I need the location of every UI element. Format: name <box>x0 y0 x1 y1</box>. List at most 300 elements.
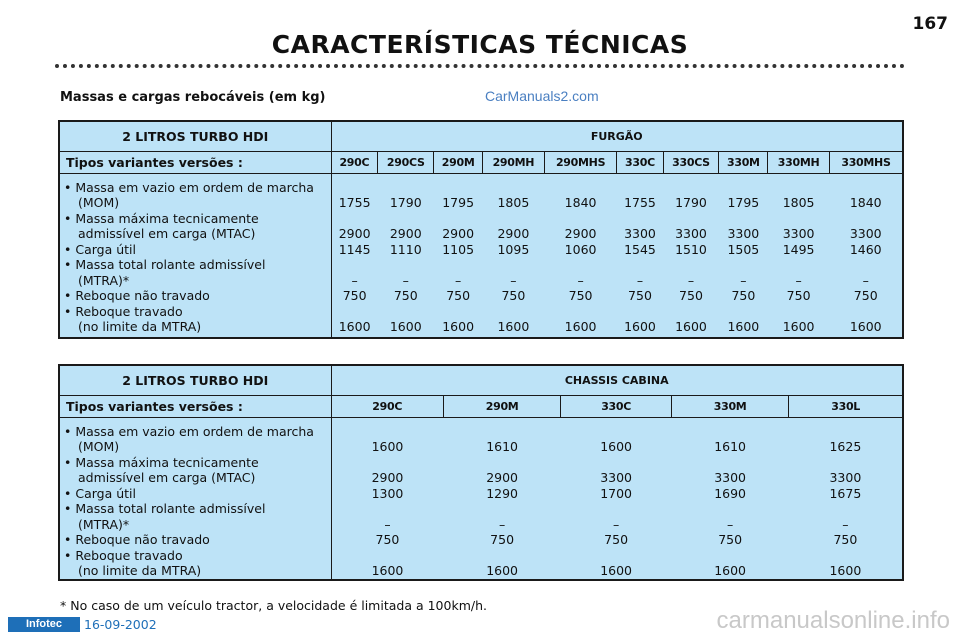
row-label <box>64 501 331 532</box>
line-spacer <box>378 257 434 273</box>
row-label-line: • Carga útil <box>64 241 136 257</box>
value-cell <box>434 242 483 258</box>
line-spacer <box>768 180 830 196</box>
value-text: – <box>402 272 409 288</box>
value-text: – <box>726 516 734 532</box>
value-cell <box>719 211 768 242</box>
value-column <box>829 173 903 338</box>
line-spacer <box>768 304 830 320</box>
variant-header: 330M <box>719 151 768 173</box>
line-spacer <box>332 548 444 564</box>
value-cell <box>671 548 788 579</box>
value-text: 750 <box>490 532 515 547</box>
variant-header: 330MH <box>768 151 830 173</box>
value-text: 3300 <box>675 226 707 241</box>
value-cell <box>617 257 663 288</box>
value-cell <box>789 455 902 486</box>
line-spacer <box>544 180 617 196</box>
value-text: 1600 <box>371 439 404 454</box>
variant-header: 290MH <box>483 151 545 173</box>
value-text: 750 <box>853 288 878 303</box>
value-text: 2900 <box>389 226 422 241</box>
variant-header: 330MHS <box>829 151 903 173</box>
value-cell <box>719 242 768 258</box>
row-label-line: (no limite da MTRA) <box>78 319 202 334</box>
value-text: 1600 <box>486 563 518 578</box>
value-text: – <box>498 516 506 532</box>
line-spacer <box>663 257 719 273</box>
value-text: 1790 <box>389 195 422 210</box>
value-text: 1700 <box>600 485 633 501</box>
value-cell <box>332 180 378 211</box>
value-text: 1625 <box>829 439 862 454</box>
value-cell <box>434 211 483 242</box>
value-text: – <box>842 516 849 532</box>
value-cell <box>561 532 672 548</box>
value-column <box>663 173 719 338</box>
value-text: 1110 <box>389 241 422 257</box>
row-label-line: • Carga útil <box>64 485 136 501</box>
value-cell <box>434 180 483 211</box>
row-label-line: (MOM) <box>78 195 120 210</box>
value-cell <box>768 257 830 288</box>
value-text: 1600 <box>371 563 404 578</box>
value-cell <box>561 501 672 532</box>
value-cell <box>483 180 545 211</box>
value-cell <box>829 242 902 258</box>
row-label-line: • Massa máxima tecnicamente <box>64 210 259 226</box>
line-spacer <box>332 501 444 517</box>
row-label <box>64 455 331 486</box>
value-cell <box>443 455 560 486</box>
value-cell <box>434 288 483 304</box>
value-text: 2900 <box>497 226 530 241</box>
value-cell <box>719 304 768 335</box>
value-cell <box>617 211 663 242</box>
row-label-line: (MTRA)* <box>78 516 130 532</box>
value-cell <box>663 211 719 242</box>
value-cell <box>768 211 830 242</box>
variant-header: 330CS <box>663 151 719 173</box>
value-text: 1840 <box>564 195 597 210</box>
value-text: 1495 <box>782 241 815 257</box>
line-spacer <box>617 180 663 196</box>
value-cell <box>332 455 444 486</box>
row-label-line: (no limite da MTRA) <box>78 563 202 578</box>
value-cell <box>789 424 902 455</box>
value-cell <box>332 211 378 242</box>
value-cell <box>671 532 788 548</box>
value-column <box>719 173 768 338</box>
line-spacer <box>332 424 444 440</box>
value-column <box>378 173 434 338</box>
line-spacer <box>332 304 378 320</box>
value-cell <box>378 304 434 335</box>
value-text: 3300 <box>600 470 633 485</box>
line-spacer <box>332 180 378 196</box>
row-label <box>64 424 331 455</box>
value-text: 1600 <box>849 319 882 334</box>
value-cell <box>789 548 902 579</box>
value-text: – <box>577 272 584 288</box>
line-spacer <box>671 501 788 517</box>
variant-header: 290CS <box>378 151 434 173</box>
value-text: 2900 <box>338 226 371 241</box>
row-label <box>64 288 331 304</box>
value-text: – <box>687 272 695 288</box>
value-cell <box>719 257 768 288</box>
value-cell <box>378 257 434 288</box>
value-cell <box>378 211 434 242</box>
line-spacer <box>443 424 560 440</box>
value-cell <box>434 304 483 335</box>
row-label <box>64 242 331 258</box>
value-column <box>331 417 443 580</box>
row-label <box>64 304 331 335</box>
line-spacer <box>829 257 902 273</box>
value-text: 3300 <box>727 226 760 241</box>
line-spacer <box>768 257 830 273</box>
value-cell <box>443 501 560 532</box>
footnote: * No caso de um veículo tractor, a velocidade é limitada a 100km/h. <box>60 598 487 613</box>
value-text: 1805 <box>782 195 815 210</box>
value-text: 750 <box>786 288 811 303</box>
line-spacer <box>434 304 483 320</box>
line-spacer <box>561 501 672 517</box>
line-spacer <box>829 211 902 227</box>
variant-header: 290C <box>331 395 443 417</box>
value-text: 1600 <box>600 563 633 578</box>
value-text: 750 <box>833 532 858 547</box>
line-spacer <box>663 180 719 196</box>
row-label <box>64 486 331 502</box>
line-spacer <box>617 257 663 273</box>
line-spacer <box>789 455 902 471</box>
value-text: 750 <box>718 532 743 547</box>
row-label <box>64 548 331 579</box>
value-text: – <box>612 516 620 532</box>
title-divider <box>55 64 905 68</box>
line-spacer <box>378 304 434 320</box>
value-text: 750 <box>446 288 471 303</box>
line-spacer <box>483 180 545 196</box>
watermark-bottom: carmanualsonline.info <box>716 607 950 634</box>
value-text: 750 <box>501 288 526 303</box>
line-spacer <box>443 548 560 564</box>
value-text: 750 <box>375 532 400 547</box>
line-spacer <box>617 304 663 320</box>
line-spacer <box>332 455 444 471</box>
value-cell <box>443 532 560 548</box>
value-cell <box>378 180 434 211</box>
value-text: 750 <box>568 288 593 303</box>
value-text: 1610 <box>714 439 747 454</box>
value-cell <box>483 242 545 258</box>
row-label <box>64 532 331 548</box>
value-cell <box>561 455 672 486</box>
value-cell <box>671 501 788 532</box>
value-text: 750 <box>628 288 652 303</box>
line-spacer <box>671 424 788 440</box>
value-text: 2900 <box>442 226 475 241</box>
value-column <box>617 173 663 338</box>
line-spacer <box>483 211 545 227</box>
value-text: 1600 <box>675 319 707 334</box>
value-text: 1300 <box>371 485 404 501</box>
line-spacer <box>663 304 719 320</box>
row-label-line: • Massa total rolante admissível <box>64 257 266 272</box>
line-spacer <box>663 211 719 227</box>
line-spacer <box>544 257 617 273</box>
value-cell <box>561 548 672 579</box>
row-label-line: admissível em carga (MTAC) <box>78 226 256 241</box>
row-label <box>64 211 331 242</box>
line-spacer <box>483 257 545 273</box>
value-cell <box>671 455 788 486</box>
value-cell <box>671 486 788 502</box>
row-label-line: • Reboque travado <box>64 303 183 319</box>
value-cell <box>483 211 545 242</box>
row-label-line: (MOM) <box>78 439 120 454</box>
value-column <box>434 173 483 338</box>
value-cell <box>332 501 444 532</box>
value-column <box>561 417 672 580</box>
value-text: 1290 <box>486 485 518 501</box>
value-text: 1790 <box>675 195 707 210</box>
value-text: 1795 <box>727 195 760 210</box>
row-label-line: • Reboque não travado <box>64 532 210 547</box>
value-text: 1600 <box>600 439 633 454</box>
value-cell <box>561 486 672 502</box>
value-column <box>671 417 788 580</box>
section-title: Massas e cargas rebocáveis (em kg) <box>60 90 326 105</box>
row-label-line: (MTRA)* <box>78 272 130 288</box>
line-spacer <box>719 180 768 196</box>
value-cell <box>378 242 434 258</box>
value-cell <box>332 304 378 335</box>
value-text: – <box>351 272 358 288</box>
value-cell <box>483 257 545 288</box>
value-column <box>443 417 560 580</box>
variants-row <box>59 151 903 173</box>
value-column <box>768 173 830 338</box>
line-spacer <box>443 455 560 471</box>
line-spacer <box>719 304 768 320</box>
row-label-line: • Massa em vazio em ordem de marcha <box>64 179 314 195</box>
engine-header: 2 LITROS TURBO HDI <box>59 365 331 395</box>
value-cell <box>332 532 444 548</box>
page-number: 167 <box>912 14 948 34</box>
variants-label: Tipos variantes versões : <box>59 395 331 417</box>
value-text: 1755 <box>338 195 371 210</box>
variant-header: 330L <box>789 395 903 417</box>
variant-header: 290M <box>443 395 560 417</box>
value-text: 1600 <box>442 319 475 334</box>
value-text: 1545 <box>624 241 656 257</box>
value-text: 1505 <box>727 241 760 257</box>
line-spacer <box>671 455 788 471</box>
value-cell <box>443 486 560 502</box>
value-cell <box>663 257 719 288</box>
line-spacer <box>789 548 902 564</box>
variants-label: Tipos variantes versões : <box>59 151 331 173</box>
value-text: – <box>740 272 747 288</box>
value-text: 750 <box>604 532 629 547</box>
value-text: 2900 <box>564 226 597 241</box>
value-cell <box>483 288 545 304</box>
line-spacer <box>561 424 672 440</box>
line-spacer <box>789 501 902 517</box>
line-spacer <box>434 211 483 227</box>
value-cell <box>617 288 663 304</box>
value-text: 1600 <box>782 319 815 334</box>
value-text: 1145 <box>338 241 371 257</box>
value-cell <box>561 424 672 455</box>
value-cell <box>332 257 378 288</box>
value-text: 1600 <box>727 319 760 334</box>
value-text: 1600 <box>564 319 597 334</box>
value-text: 1610 <box>486 439 518 454</box>
line-spacer <box>332 257 378 273</box>
table-chassis-cabina <box>58 364 904 581</box>
group-header: CHASSIS CABINA <box>331 365 903 395</box>
value-cell <box>663 288 719 304</box>
value-text: 2900 <box>371 470 404 485</box>
line-spacer <box>829 180 902 196</box>
value-cell <box>663 304 719 335</box>
row-label <box>64 257 331 288</box>
value-text: – <box>862 272 869 288</box>
value-cell <box>617 242 663 258</box>
row-label-line: • Reboque travado <box>64 547 183 563</box>
value-text: 3300 <box>829 470 862 485</box>
value-cell <box>768 242 830 258</box>
value-cell <box>332 486 444 502</box>
value-cell <box>443 548 560 579</box>
document-date: 16-09-2002 <box>84 617 157 632</box>
value-text: 1105 <box>442 241 475 257</box>
labels-column <box>59 173 331 338</box>
value-text: 3300 <box>849 226 882 241</box>
page-title: CARACTERÍSTICAS TÉCNICAS <box>271 30 689 59</box>
value-cell <box>829 211 902 242</box>
value-cell <box>544 242 617 258</box>
labels-column <box>59 417 331 580</box>
value-text: 1600 <box>714 563 747 578</box>
infotec-logo: Infotec <box>8 617 80 632</box>
value-cell <box>671 424 788 455</box>
line-spacer <box>544 211 617 227</box>
line-spacer <box>829 304 902 320</box>
value-text: 1675 <box>829 485 862 501</box>
value-text: 1510 <box>675 241 707 257</box>
line-spacer <box>332 211 378 227</box>
value-text: 750 <box>731 288 756 303</box>
table-furgao <box>58 120 904 339</box>
value-column <box>483 173 545 338</box>
value-cell <box>829 257 902 288</box>
value-text: 750 <box>679 288 703 303</box>
value-cell <box>544 257 617 288</box>
value-cell <box>332 548 444 579</box>
line-spacer <box>434 257 483 273</box>
values-row <box>59 173 903 338</box>
value-text: 750 <box>393 288 418 303</box>
value-cell <box>378 288 434 304</box>
value-text: 1600 <box>389 319 422 334</box>
value-text: – <box>384 516 391 532</box>
value-cell <box>829 180 902 211</box>
line-spacer <box>378 180 434 196</box>
row-label-line: • Massa total rolante admissível <box>64 501 266 516</box>
value-cell <box>544 304 617 335</box>
value-cell <box>544 211 617 242</box>
variant-header: 330M <box>671 395 788 417</box>
value-text: 2900 <box>486 470 518 485</box>
value-cell <box>719 180 768 211</box>
line-spacer <box>789 424 902 440</box>
value-cell <box>829 288 902 304</box>
value-cell <box>544 180 617 211</box>
line-spacer <box>434 180 483 196</box>
watermark-top: CarManuals2.com <box>485 88 599 104</box>
value-text: 1690 <box>714 485 747 501</box>
row-label-line: • Massa em vazio em ordem de marcha <box>64 423 314 439</box>
value-cell <box>434 257 483 288</box>
values-row <box>59 417 903 580</box>
variant-header: 290C <box>331 151 378 173</box>
value-text: 1795 <box>442 195 475 210</box>
variant-header: 330C <box>561 395 672 417</box>
value-text: 1840 <box>849 195 882 210</box>
value-text: 1600 <box>497 319 530 334</box>
value-cell <box>332 424 444 455</box>
value-text: – <box>455 272 462 288</box>
engine-header: 2 LITROS TURBO HDI <box>59 121 331 151</box>
line-spacer <box>719 211 768 227</box>
value-cell <box>332 242 378 258</box>
line-spacer <box>561 548 672 564</box>
value-cell <box>617 180 663 211</box>
value-cell <box>483 304 545 335</box>
line-spacer <box>671 548 788 564</box>
line-spacer <box>561 455 672 471</box>
value-text: 1600 <box>338 319 371 334</box>
value-cell <box>663 242 719 258</box>
line-spacer <box>483 304 545 320</box>
value-text: 1060 <box>564 241 597 257</box>
value-cell <box>544 288 617 304</box>
value-cell <box>443 424 560 455</box>
value-text: 1755 <box>624 195 656 210</box>
value-cell <box>663 180 719 211</box>
row-label-line: • Massa máxima tecnicamente <box>64 454 259 470</box>
value-column <box>544 173 617 338</box>
value-cell <box>789 532 902 548</box>
line-spacer <box>544 304 617 320</box>
variants-row <box>59 395 903 417</box>
value-column <box>331 173 378 338</box>
row-label <box>64 180 331 211</box>
value-text: 3300 <box>782 226 815 241</box>
variant-header: 290MHS <box>544 151 617 173</box>
value-cell <box>617 304 663 335</box>
value-text: 750 <box>342 288 367 303</box>
group-header: FURGÃO <box>331 121 903 151</box>
line-spacer <box>443 501 560 517</box>
line-spacer <box>719 257 768 273</box>
value-text: – <box>795 272 802 288</box>
